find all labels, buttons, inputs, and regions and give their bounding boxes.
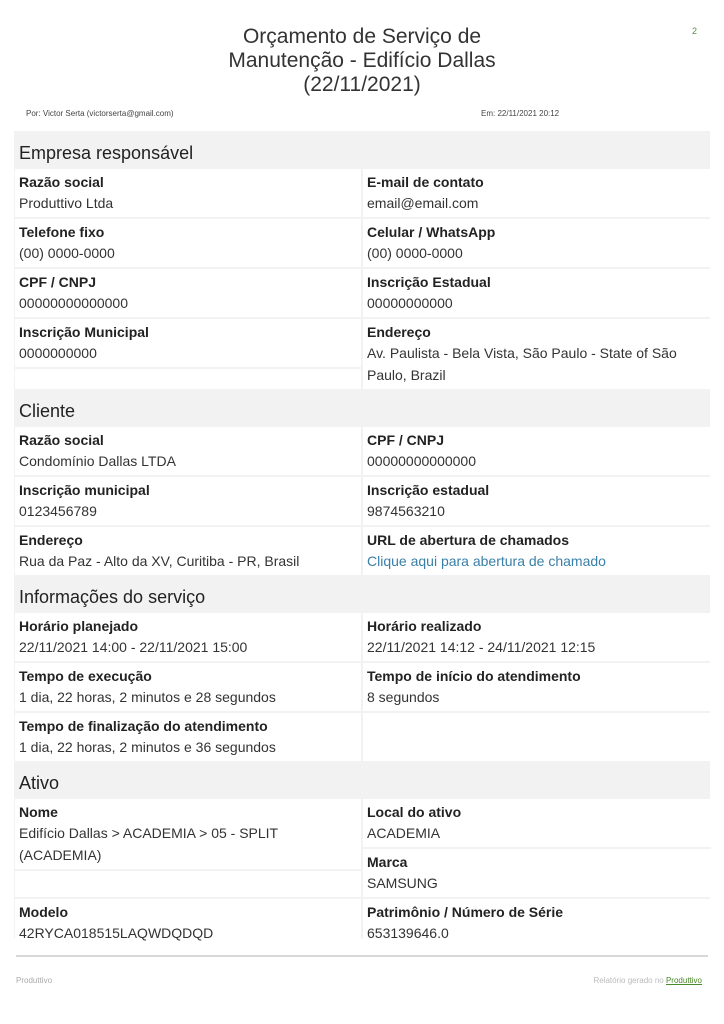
field-value: 42RYCA018515LAQWDQDQD [19,925,214,941]
field-value: 0123456789 [19,503,97,519]
footer-brand: Produttivo [16,976,53,985]
field-endereco [363,319,711,389]
field-label: Inscrição municipal [19,482,150,498]
field-url-chamados [363,527,711,575]
field-value: 22/11/2021 14:00 - 22/11/2021 15:00 [19,639,248,655]
field-label: Local do ativo [367,804,462,820]
field-value: Produttivo Ltda [19,195,114,211]
field-horario-realizado [363,613,711,661]
field-patrimonio [363,899,711,947]
field-label: Telefone fixo [19,224,105,240]
empty-cell [363,713,711,761]
document-title [0,0,724,97]
field-label: URL de abertura de chamados [367,532,570,548]
field-value: 00000000000000 [19,295,129,311]
field-inscricao-estadual [363,477,711,525]
field-telefone [15,219,361,267]
field-label: Tempo de execução [19,668,152,684]
field-horario-planejado [15,613,361,661]
field-email [363,169,711,217]
field-value: 00000000000000 [367,453,477,469]
field-label: E-mail de contato [367,174,484,190]
title-line: Orçamento de Serviço de [242,25,482,48]
document-meta [0,109,724,129]
field-cpf-cnpj [15,269,361,317]
field-inscricao-municipal [15,477,361,525]
field-razao-social [15,427,361,475]
field-label: Nome [19,804,58,820]
field-label: CPF / CNPJ [367,432,445,448]
field-value: ACADEMIA [367,825,441,841]
field-razao-social [15,169,361,217]
field-value: (00) 0000-0000 [367,245,463,261]
field-modelo [15,899,361,947]
field-label: Tempo de finalização do atendimento [19,718,268,734]
field-value: 8 segundos [367,689,440,705]
field-value: 22/11/2021 14:12 - 24/11/2021 12:15 [367,639,596,655]
field-label: Razão social [19,432,104,448]
empty-cell [15,871,361,897]
field-label: Horário realizado [367,618,482,634]
report-body [14,131,710,939]
field-label: Razão social [19,174,104,190]
cliente-grid [14,427,710,575]
page-number: 2 [691,26,697,36]
field-nome [15,799,361,869]
field-tempo-execucao [15,663,361,711]
field-endereco [15,527,361,575]
author: Por: Victor Serta (victorserta@gmail.com) [26,109,174,118]
footer-credit-text: Relatório gerado no [593,976,666,985]
section-heading-ativo: Ativo [19,773,60,793]
field-label: Marca [367,854,408,870]
ativo-grid [14,799,710,947]
servico-grid [14,613,710,761]
ativo-right-stack [363,799,711,897]
field-celular [363,219,711,267]
field-value: Av. Paulista - Bela Vista, São Paulo - State of São Paulo, Brazil [367,345,677,383]
field-label: Inscrição Estadual [367,274,491,290]
field-tempo-finalizacao [15,713,361,761]
field-inscricao-estadual [363,269,711,317]
generated-date: Em: 22/11/2021 20:12 [481,109,560,118]
section-heading-servico: Informações do serviço [19,587,206,607]
field-label: Inscrição estadual [367,482,490,498]
title-line: Manutenção - Edifício Dallas [228,49,496,72]
field-marca [363,849,711,897]
empty-cell [15,369,361,389]
field-value: SAMSUNG [367,875,438,891]
field-label: Patrimônio / Número de Série [367,904,564,920]
field-label: CPF / CNPJ [19,274,97,290]
open-ticket-link[interactable]: Clique aqui para abertura de chamado [367,553,606,569]
field-value: Edifício Dallas > ACADEMIA > 05 - SPLIT (ACADEMIA) [19,825,278,863]
field-inscricao-municipal [15,319,361,367]
field-label: Celular / WhatsApp [367,224,496,240]
field-local [363,799,711,847]
title-line: (22/11/2021) [303,73,421,96]
field-value: 00000000000 [367,295,453,311]
field-inscricao-municipal-wrap [15,319,361,389]
section-heading-cliente: Cliente [19,401,76,421]
field-label: Modelo [19,904,68,920]
field-label: Endereço [367,324,431,340]
field-tempo-inicio [363,663,711,711]
field-value: 0000000000 [19,345,97,361]
footer-produttivo-link[interactable]: Produttivo [665,976,702,985]
field-cpf-cnpj [363,427,711,475]
field-value: 9874563210 [367,503,445,519]
field-label: Endereço [19,532,83,548]
footer-credit [593,976,702,985]
field-value: (00) 0000-0000 [19,245,115,261]
field-label: Horário planejado [19,618,139,634]
field-label: Tempo de início do atendimento [367,668,581,684]
field-value: Rua da Paz - Alto da XV, Curitiba - PR, Brasil [19,553,300,569]
field-value: email@email.com [367,195,479,211]
field-nome-wrap [15,799,361,897]
field-label: Inscrição Municipal [19,324,149,340]
empresa-grid [14,169,710,389]
footer-divider [16,955,708,957]
field-value: 1 dia, 22 horas, 2 minutos e 36 segundos [19,739,276,755]
section-heading-empresa: Empresa responsável [19,143,194,163]
field-value: Condomínio Dallas LTDA [19,453,176,469]
field-value: 653139646.0 [367,925,449,941]
field-value: 1 dia, 22 horas, 2 minutos e 28 segundos [19,689,276,705]
